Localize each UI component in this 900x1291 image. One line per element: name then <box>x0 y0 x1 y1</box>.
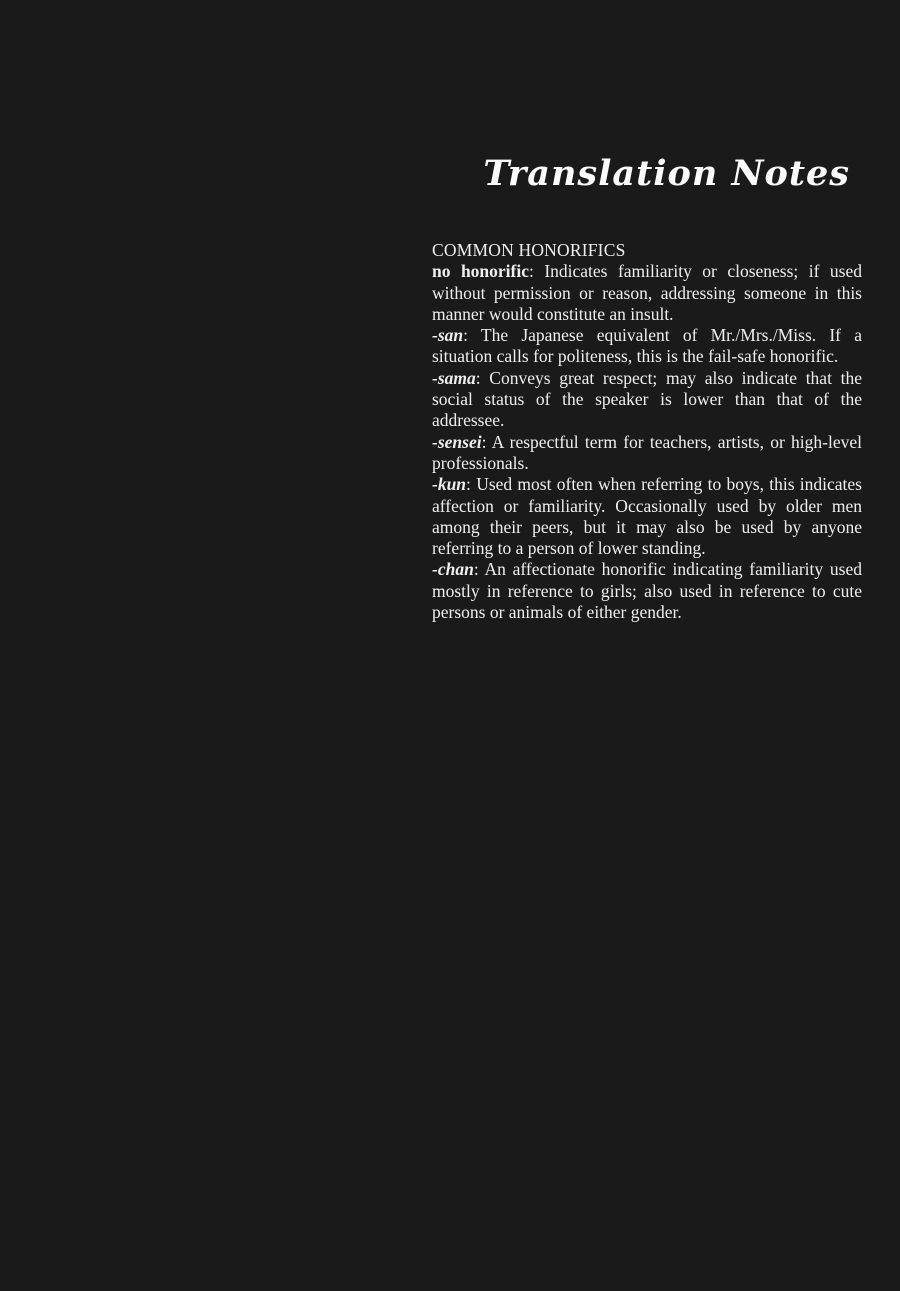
honorifics-notes-block <box>432 240 862 623</box>
honorific-term: -sama <box>432 367 476 388</box>
honorific-term: -sensei <box>432 431 482 452</box>
honorific-term: -san <box>432 325 464 346</box>
honorific-entry-chan <box>432 559 862 623</box>
term-separator: : <box>529 261 545 282</box>
term-separator: : <box>466 474 477 495</box>
honorific-definition: A respectful term for teachers, artists, or high-level professionals. <box>432 431 862 473</box>
honorific-definition: Conveys great respect; may also indicate that the social status of the speaker is lower than that of the addressee. <box>432 367 862 431</box>
page-title: Translation Notes <box>483 153 850 194</box>
section-heading: COMMON HONORIFICS <box>432 240 626 260</box>
honorific-entry-kun <box>432 474 862 559</box>
honorific-entry-sama <box>432 368 862 432</box>
honorific-definition: Indicates familiarity or closeness; if used without permission or reason, addressing someone in this manner would constitute an insult. <box>432 261 862 324</box>
honorific-term: -chan <box>432 559 474 580</box>
term-separator: : <box>481 431 492 452</box>
term-separator: : <box>475 367 490 388</box>
honorific-term: -kun <box>432 474 467 495</box>
honorific-definition: The Japanese equivalent of Mr./Mrs./Miss. If a situation calls for politeness, this is the fail-safe honorific. <box>432 325 862 367</box>
term-separator: : <box>473 559 485 580</box>
honorific-entry-sensei <box>432 432 862 475</box>
term-separator: : <box>463 325 481 346</box>
honorific-entry-no-honorific <box>432 261 862 325</box>
honorific-entry-san <box>432 325 862 368</box>
honorific-term: no honorific <box>432 261 529 282</box>
honorific-definition: An affectionate honorific indicating familiarity used mostly in reference to girls; also used in reference to cute persons or animals of either gender. <box>432 559 862 623</box>
honorific-definition: Used most often when referring to boys, this indicates affection or familiarity. Occasionally used by older men among their peers, but it may also be used by anyone referring to a person of lower standing. <box>432 474 862 559</box>
